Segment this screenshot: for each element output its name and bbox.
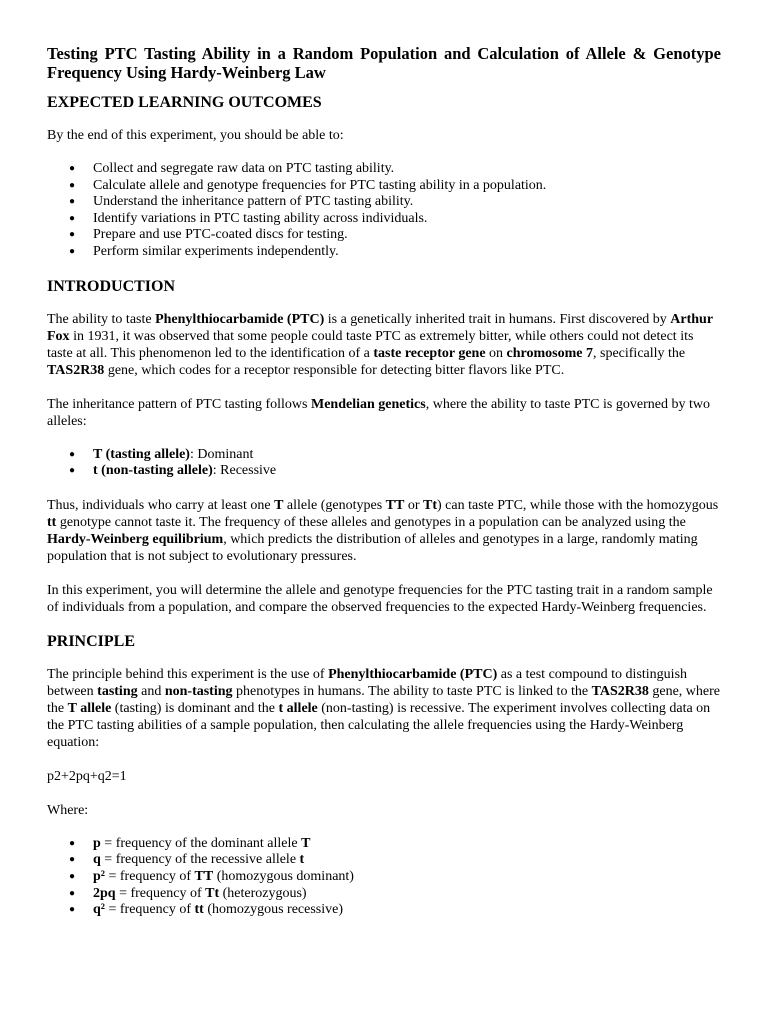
list-item: ● T (tasting allele): Dominant	[69, 446, 254, 462]
bullet-icon: ●	[69, 229, 76, 241]
list-item: ● Perform similar experiments independently.	[69, 243, 339, 259]
document-title: Testing PTC Tasting Ability in a Random Population and Calculation of Allele & Genotype Frequency Using Hardy-Weinberg Law	[47, 44, 721, 82]
list-item: ● Understand the inheritance pattern of PTC tasting ability.	[69, 194, 414, 210]
list-item: ● Prepare and use PTC-coated discs for testing.	[69, 227, 348, 243]
bullet-icon: ●	[69, 887, 76, 899]
principle-paragraph-1: The principle behind this experiment is the use of Phenylthiocarbamide (PTC) as a test compound to distinguish between tasting and non-tasting phenotypes in humans. The ability to taste PTC is linked to the TAS2R38 gene, where the T allele (tasting) is dominant and the t allele (non-tasting) is recessive. The experiment involves collecting data on the PTC tasting abilities of a sample population, then calculating the allele frequencies using the Hardy-Weinberg equation:	[47, 666, 721, 750]
introduction-paragraph-4: In this experiment, you will determine the allele and genotype frequencies for the PTC tasting trait in a random sample of individuals from a population, and compare the observed frequencies to the expected Hardy-Weinberg frequencies.	[47, 582, 713, 615]
bullet-icon: ●	[69, 465, 76, 477]
list-item: ● 2pq = frequency of Tt (heterozygous)	[69, 885, 307, 901]
principle-heading: PRINCIPLE	[47, 632, 136, 650]
bullet-icon: ●	[69, 245, 76, 257]
list-item: ● Calculate allele and genotype frequencies for PTC tasting ability in a population.	[69, 177, 547, 193]
bullet-icon: ●	[69, 837, 76, 849]
bullet-icon: ●	[69, 870, 76, 882]
outcomes-list	[47, 161, 721, 261]
bullet-icon: ●	[69, 854, 76, 866]
list-item: ● p² = frequency of TT (homozygous dominant)	[69, 868, 354, 884]
alleles-list	[47, 447, 721, 480]
list-item: ● p = frequency of the dominant allele T	[69, 835, 311, 851]
introduction-heading: INTRODUCTION	[47, 277, 176, 295]
list-item: ● Identify variations in PTC tasting ability across individuals.	[69, 210, 428, 226]
hardy-weinberg-equation: p2+2pq+q2=1	[47, 768, 127, 784]
introduction-paragraph-3: Thus, individuals who carry at least one T allele (genotypes TT or Tt) can taste PTC, while those with the homozygous tt genotype cannot taste it. The frequency of these alleles and genotypes in a population can be analyzed using the Hardy-Weinberg equilibrium, which predicts the distribution of alleles and genotypes in a large, randomly mating population that is not subject to evolutionary pressures.	[47, 497, 719, 564]
bullet-icon: ●	[69, 212, 76, 224]
outcomes-intro: By the end of this experiment, you should be able to:	[47, 128, 344, 143]
introduction-paragraph-1: The ability to taste Phenylthiocarbamide (PTC) is a genetically inherited trait in humans. First discovered by Arthur Fox in 1931, it was observed that some people could taste PTC as extremely bitter, while others could not detect its taste at all. This phenomenon led to the identification of a taste receptor gene on chromosome 7, specifically the TAS2R38 gene, which codes for a receptor responsible for detecting bitter flavors like PTC.	[47, 311, 713, 378]
list-item: ● q² = frequency of tt (homozygous recessive)	[69, 902, 344, 918]
list-item: ● q = frequency of the recessive allele t	[69, 852, 305, 868]
where-label: Where:	[47, 802, 89, 818]
bullet-icon: ●	[69, 196, 76, 208]
introduction-paragraph-2: The inheritance pattern of PTC tasting follows Mendelian genetics, where the ability to taste PTC is governed by two alleles:	[47, 396, 710, 429]
definitions-list	[47, 836, 721, 919]
bullet-icon: ●	[69, 163, 76, 174]
bullet-icon: ●	[69, 448, 76, 460]
outcomes-heading: EXPECTED LEARNING OUTCOMES	[47, 94, 322, 111]
bullet-icon: ●	[69, 904, 76, 916]
list-item: ● Collect and segregate raw data on PTC tasting ability.	[69, 161, 395, 176]
list-item: ● t (non-tasting allele): Recessive	[69, 463, 277, 479]
bullet-icon: ●	[69, 179, 76, 191]
